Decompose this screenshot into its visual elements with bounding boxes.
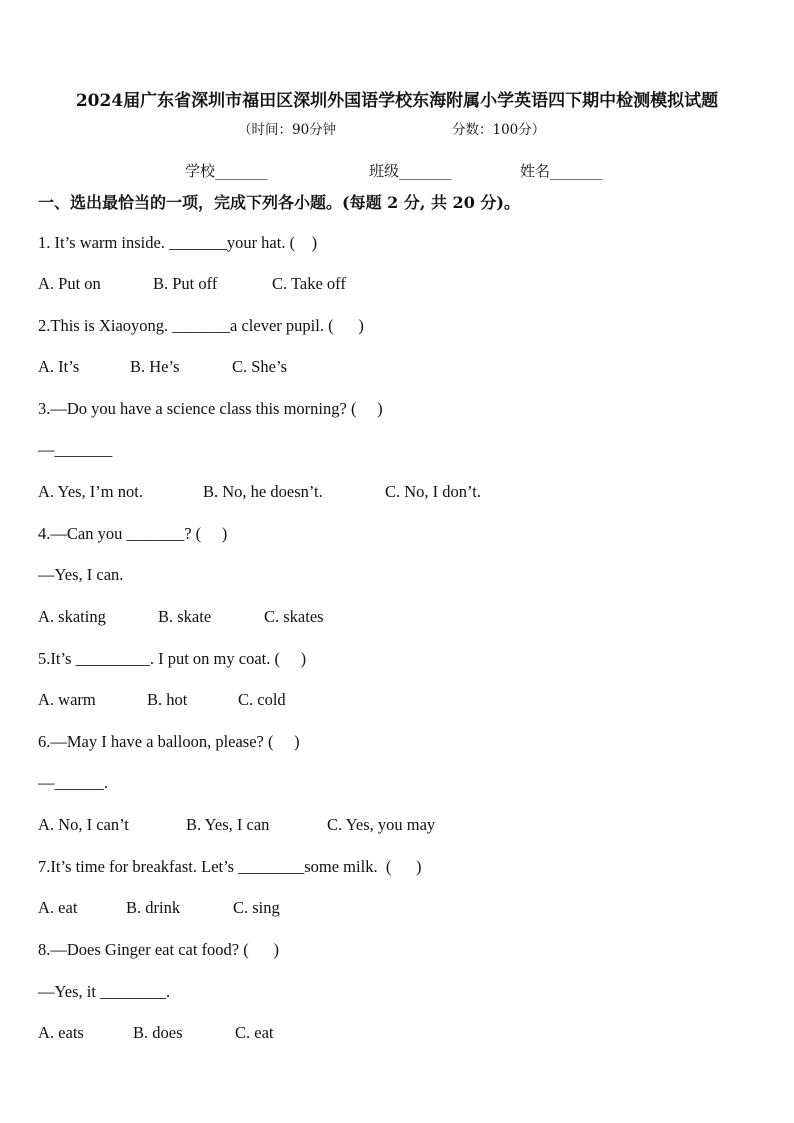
question-6-option-a: A. No, I can’t xyxy=(38,815,129,834)
exam-score: 分数：100分） xyxy=(452,122,546,138)
question-2-option-c: C. She’s xyxy=(232,357,288,376)
question-5-option-a: A. warm xyxy=(38,690,96,709)
question-8-answer-line: —Yes, it ________. xyxy=(38,982,171,1001)
question-6-option-c: C. Yes, you may xyxy=(327,815,436,834)
section-heading: 一、选出最恰当的一项，完成下列各小题。(每题 2 分, 共 20 分)。 xyxy=(38,193,520,212)
question-5-option-b: B. hot xyxy=(147,690,188,709)
question-1-option-b: B. Put off xyxy=(153,274,218,293)
name-field: 姓名_______ xyxy=(520,162,603,180)
question-8-stem: 8.—Does Ginger eat cat food? ( ) xyxy=(38,940,279,959)
question-1-option-c: C. Take off xyxy=(272,274,346,293)
question-3-option-a: A. Yes, I’m not. xyxy=(38,482,143,501)
question-7-stem: 7.It’s time for breakfast. Let’s ________some milk. ( ) xyxy=(38,857,422,876)
question-4-stem: 4.—Can you _______? ( ) xyxy=(38,524,228,543)
question-1-option-a: A. Put on xyxy=(38,274,101,293)
question-2-option-b: B. He’s xyxy=(130,357,180,376)
question-7-option-b: B. drink xyxy=(126,898,181,917)
question-3-option-b: B. No, he doesn’t. xyxy=(203,482,323,501)
question-5-option-c: C. cold xyxy=(238,690,286,709)
exam-time: （时间：90分钟 xyxy=(238,122,337,138)
question-3-answer-line: —_______ xyxy=(38,440,113,459)
question-3-stem: 3.—Do you have a science class this morning? ( ) xyxy=(38,399,383,418)
page-title: 2024届广东省深圳市福田区深圳外国语学校东海附属小学英语四下期中检测模拟试题 xyxy=(75,91,719,111)
question-8-option-b: B. does xyxy=(133,1023,183,1042)
question-5-stem: 5.It’s _________. I put on my coat. ( ) xyxy=(38,649,307,668)
question-4-option-a: A. skating xyxy=(38,607,106,626)
question-6-answer-line: —______. xyxy=(38,773,109,792)
question-6-option-b: B. Yes, I can xyxy=(186,815,270,834)
class-field: 班级_______ xyxy=(369,162,452,180)
question-8-option-a: A. eats xyxy=(38,1023,84,1042)
question-4-option-c: C. skates xyxy=(264,607,324,626)
question-4-option-b: B. skate xyxy=(158,607,212,626)
school-field: 学校_______ xyxy=(185,162,268,180)
question-7-option-a: A. eat xyxy=(38,898,78,917)
question-6-stem: 6.—May I have a balloon, please? ( ) xyxy=(38,732,300,751)
question-7-option-c: C. sing xyxy=(233,898,280,917)
question-3-option-c: C. No, I don’t. xyxy=(385,482,481,501)
question-8-option-c: C. eat xyxy=(235,1023,274,1042)
question-4-answer-line: —Yes, I can. xyxy=(38,565,124,584)
question-2-option-a: A. It’s xyxy=(38,357,80,376)
question-2-stem: 2.This is Xiaoyong. _______a clever pupil. ( ) xyxy=(38,316,364,335)
question-1-stem: 1. It’s warm inside. _______your hat. ( ) xyxy=(38,233,318,252)
